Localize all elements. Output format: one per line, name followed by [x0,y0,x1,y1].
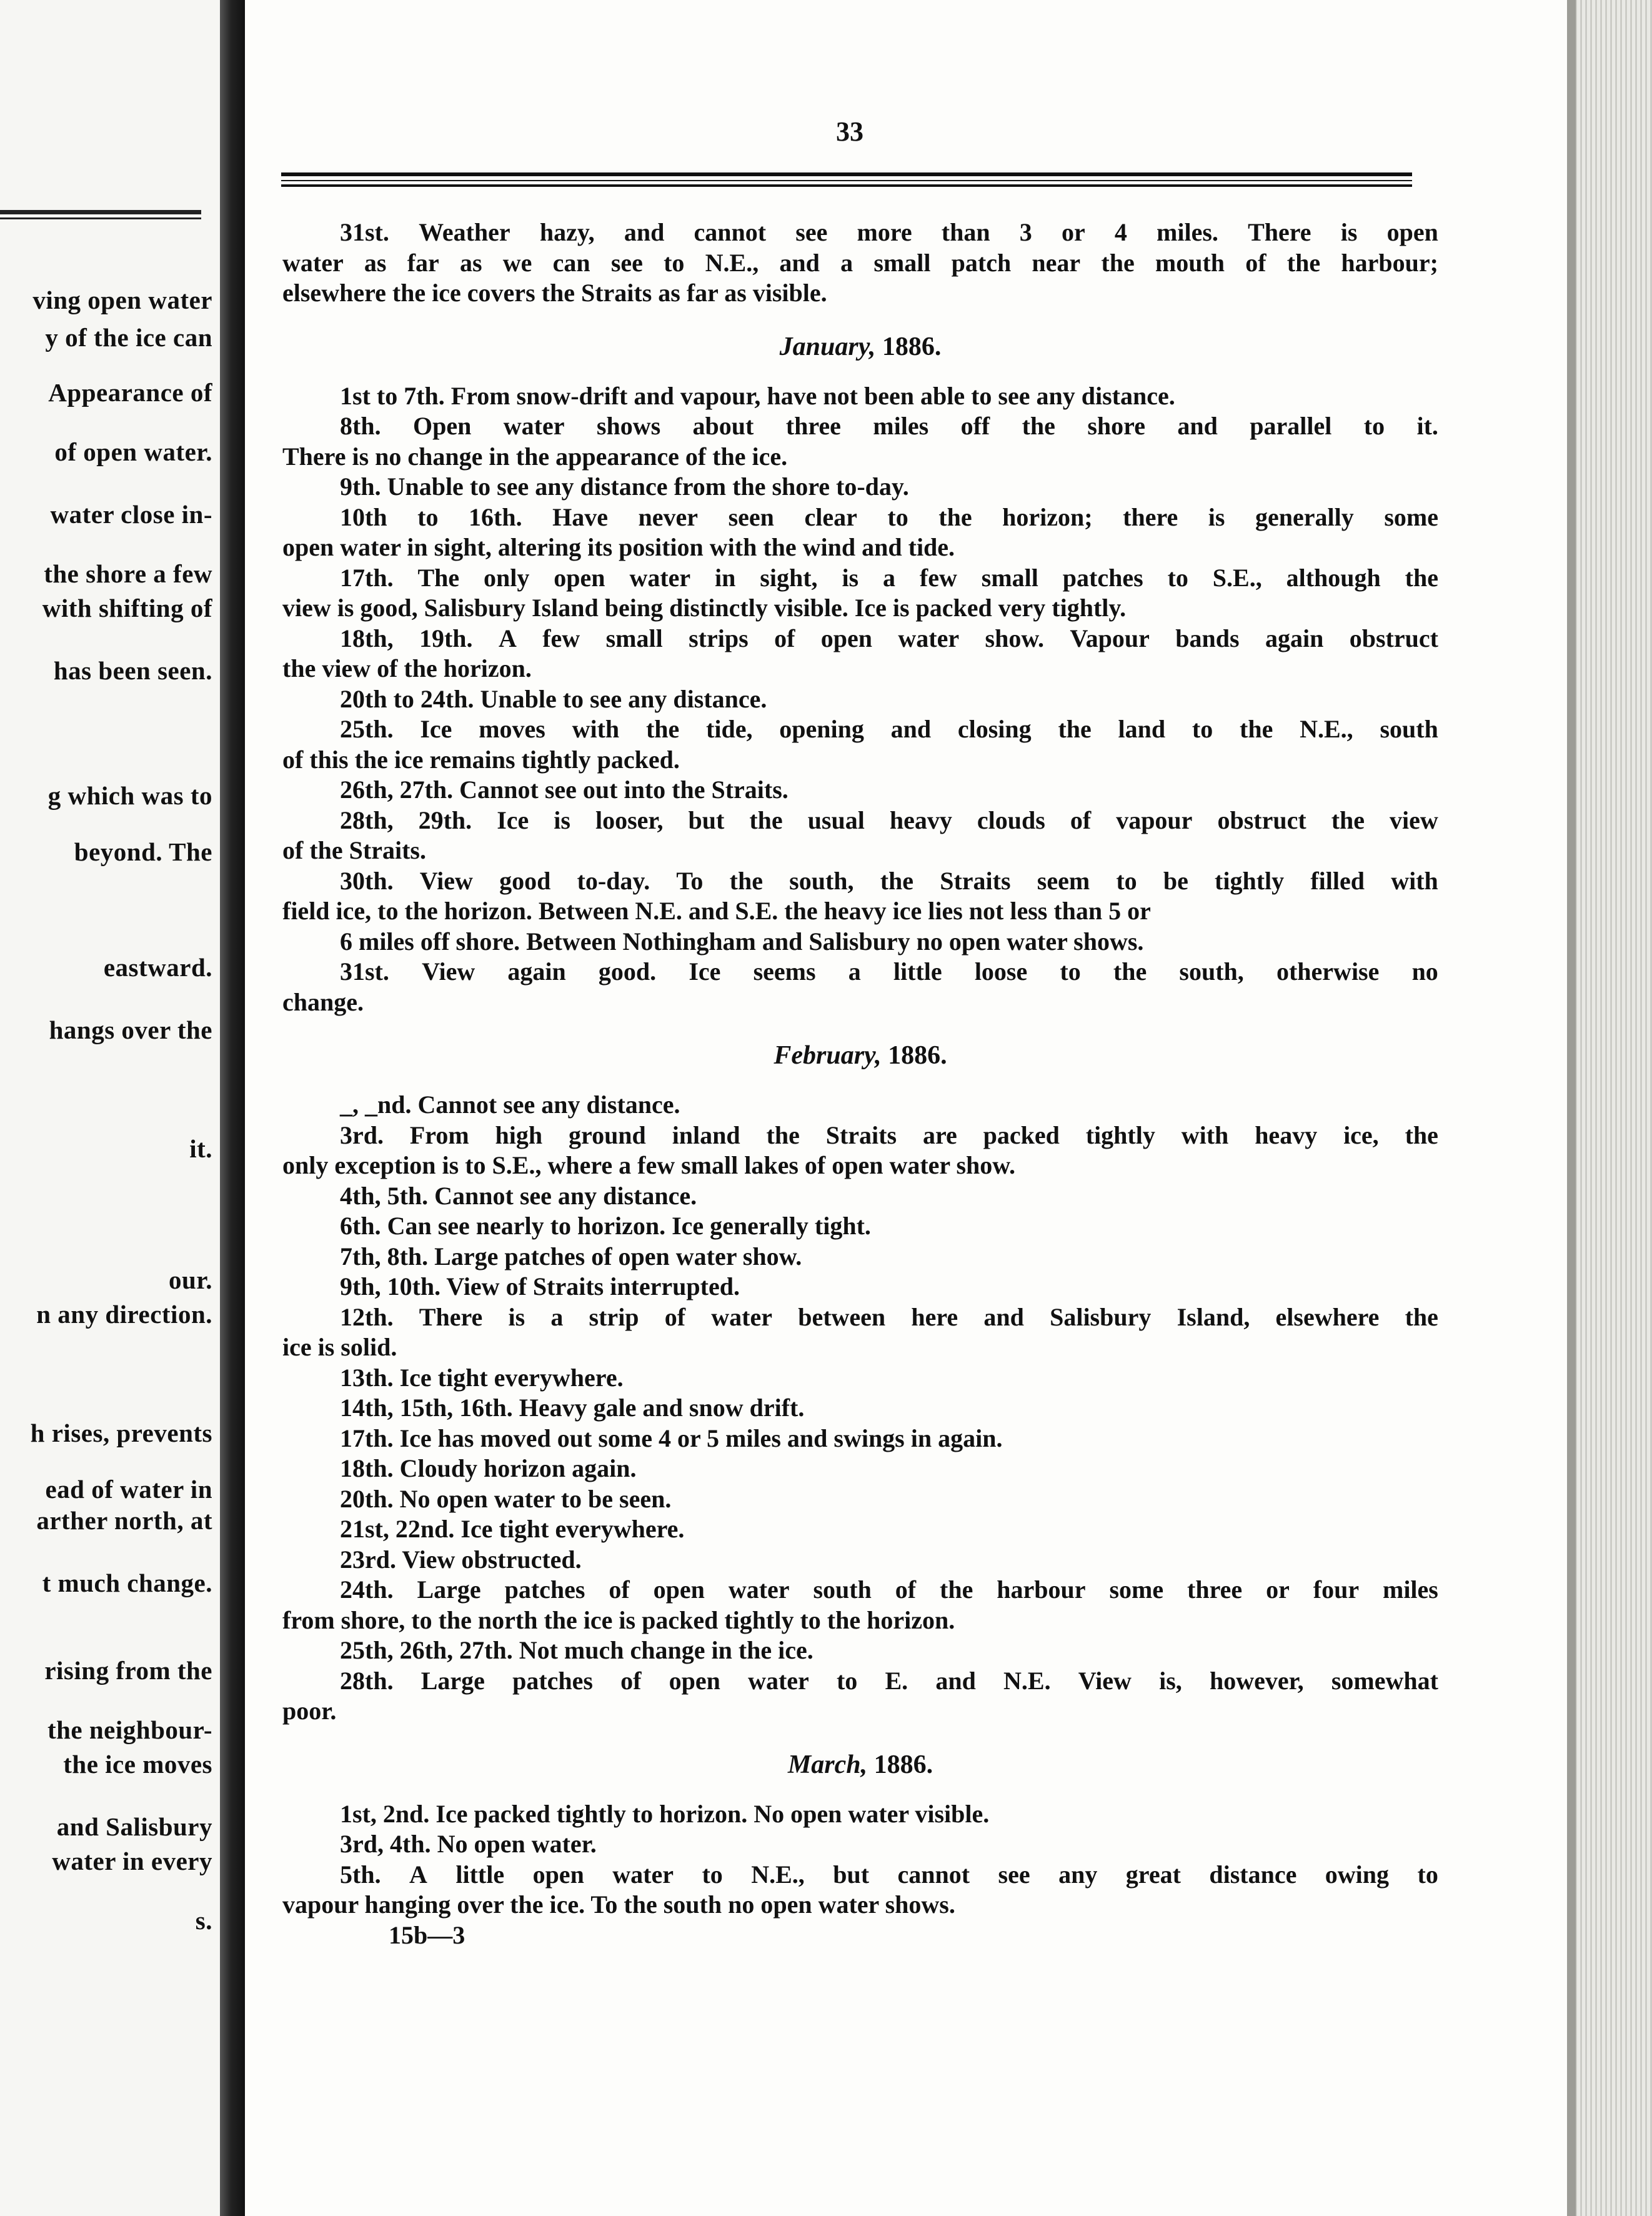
text-line: 3rd, 4th. No open water. [340,1830,597,1858]
month-heading-year: 1886. [888,1041,947,1070]
facing-page-fragment: rising from the [44,1656,212,1685]
text-line: vapour hanging over the ice. To the south no open water shows. [282,1890,955,1919]
text-line: 9th. Unable to see any distance from the shore to-day. [340,472,909,501]
text-line: change. [282,987,364,1016]
facing-page-fragment: g which was to [47,781,212,810]
facing-page-fragment: the ice moves [63,1750,212,1779]
text-line: _, _nd. Cannot see any distance. [340,1091,680,1119]
text-line: 5th. A little open water to N.E., but cannot see any great distance owing to [340,1860,1438,1889]
signature-mark: 15b—3 [389,1920,465,1949]
text-line: 9th, 10th. View of Straits interrupted. [340,1272,740,1300]
text-line: 17th. Ice has moved out some 4 or 5 miles and swings in again. [340,1424,1003,1452]
text-line: only exception is to S.E., where a few small lakes of open water show. [282,1151,1015,1179]
text-line: 4th, 5th. Cannot see any distance. [340,1181,697,1210]
facing-page-fragment: ving open water [32,286,212,314]
facing-page-fragment: the neighbour- [47,1715,212,1744]
text-line: field ice, to the horizon. Between N.E. and S.E. the heavy ice lies not less than 5 or [282,897,1151,925]
facing-page-fragment: water in every [52,1847,212,1875]
text-line: 1st to 7th. From snow-drift and vapour, have not been able to see any distance. [340,381,1175,410]
facing-page-fragment: t much change. [42,1569,212,1597]
text-line: 23rd. View obstructed. [340,1545,582,1574]
text-line: 20th. No open water to be seen. [340,1484,672,1513]
text-line: 28th. Large patches of open water to E. and N.E. View is, however, somewhat [340,1666,1438,1695]
facing-page-fragment: y of the ice can [45,323,212,352]
text-line: 31st. Weather hazy, and cannot see more than 3 or 4 miles. There is open [340,218,1438,246]
page-number: 33 [836,116,863,147]
facing-page-fragment: s. [195,1906,212,1935]
text-line: 6 miles off shore. Between Nothingham and Salisbury no open water shows. [340,927,1144,956]
book-gutter [220,0,245,2216]
page-edges [1567,0,1652,2216]
text-line: 30th. View good to-day. To the south, the Straits seem to be tightly filled with [340,866,1438,895]
month-heading-year: 1886. [882,332,942,361]
text-line: poor. [282,1697,337,1725]
facing-page-fragment: and Salisbury [56,1812,212,1841]
text-line: 17th. The only open water in sight, is a few small patches to S.E., although the [340,563,1438,592]
month-heading [282,1034,1438,1077]
header-rule-thin [281,180,1412,181]
page-body [282,217,1438,1950]
text-line: 25th, 26th, 27th. Not much change in the ice. [340,1636,814,1664]
text-line: There is no change in the appearance of the ice. [282,442,788,471]
text-line: ice is solid. [282,1333,397,1361]
text-line: 1st, 2nd. Ice packed tightly to horizon. No open water visible. [340,1799,990,1828]
text-line: 21st, 22nd. Ice tight everywhere. [340,1515,685,1543]
text-line: 8th. Open water shows about three miles off the shore and parallel to it. [340,412,1438,440]
facing-page-fragment: the shore a few [44,559,212,588]
text-line: 3rd. From high ground inland the Straits are packed tightly with heavy ice, the [340,1120,1438,1149]
facing-page-fragment: of open water. [54,437,212,466]
facing-page-text [0,0,212,2216]
text-line: open water in sight, altering its position with the wind and tide. [282,533,955,561]
facing-page-fragment: with shifting of [42,594,212,622]
text-line: water as far as we can see to N.E., and a small patch near the mouth of the harbour; [282,248,1438,277]
text-line: 25th. Ice moves with the tide, opening and closing the land to the N.E., south [340,715,1438,743]
facing-page-fragment: hangs over the [49,1016,212,1044]
facing-page-fragment: eastward. [103,953,212,982]
text-line: 26th, 27th. Cannot see out into the Straits. [340,776,789,804]
text-line: 18th. Cloudy horizon again. [340,1454,637,1482]
month-heading [282,1743,1438,1787]
facing-page-fragment: arther north, at [36,1506,212,1535]
text-line: 7th, 8th. Large patches of open water show. [340,1242,802,1270]
facing-page-fragment: n any direction. [36,1300,212,1329]
text-line: 18th, 19th. A few small strips of open water show. Vapour bands again obstruct [340,624,1438,652]
text-line: view is good, Salisbury Island being distinctly visible. Ice is packed very tightly. [282,594,1127,622]
text-line: 12th. There is a strip of water between here and Salisbury Island, elsewhere the [340,1302,1438,1331]
month-heading-year: 1886. [873,1750,933,1779]
facing-page-fragment: beyond. The [74,837,212,866]
month-heading [282,325,1438,369]
text-line: of this the ice remains tightly packed. [282,745,680,774]
facing-page [0,0,220,2216]
text-line: 20th to 24th. Unable to see any distance. [340,684,767,713]
facing-page-fragment: water close in- [50,500,212,529]
text-line: from shore, to the north the ice is packed tightly to the horizon. [282,1605,955,1634]
facing-page-fragment: ead of water in [45,1475,212,1504]
text-line: 10th to 16th. Have never seen clear to the horizon; there is generally some [340,502,1438,531]
text-line: 13th. Ice tight everywhere. [340,1363,624,1392]
header-rule [281,172,1412,176]
text-line: 28th, 29th. Ice is looser, but the usual heavy clouds of vapour obstruct the view [340,806,1438,834]
facing-page-fragment: has been seen. [53,656,212,685]
facing-page-fragment: Appearance of [48,378,212,407]
text-line: 24th. Large patches of open water south of the harbour some three or four miles [340,1575,1438,1604]
text-line: elsewhere the ice covers the Straits as far as visible. [282,279,827,307]
text-line: 6th. Can see nearly to horizon. Ice generally tight. [340,1212,871,1240]
text-line: 14th, 15th, 16th. Heavy gale and snow drift. [340,1394,805,1422]
header-rule [281,184,1412,187]
facing-page-fragment: our. [169,1265,212,1294]
month-heading-month: January, [779,332,882,361]
month-heading-month: February, [774,1041,888,1070]
text-line: 31st. View again good. Ice seems a little loose to the south, otherwise no [340,957,1438,986]
facing-page-fragment: it. [189,1134,212,1163]
text-line: of the Straits. [282,836,426,864]
month-heading-month: March, [787,1750,874,1779]
text-line: the view of the horizon. [282,654,532,682]
facing-page-fragment: h rises, prevents [30,1419,212,1447]
